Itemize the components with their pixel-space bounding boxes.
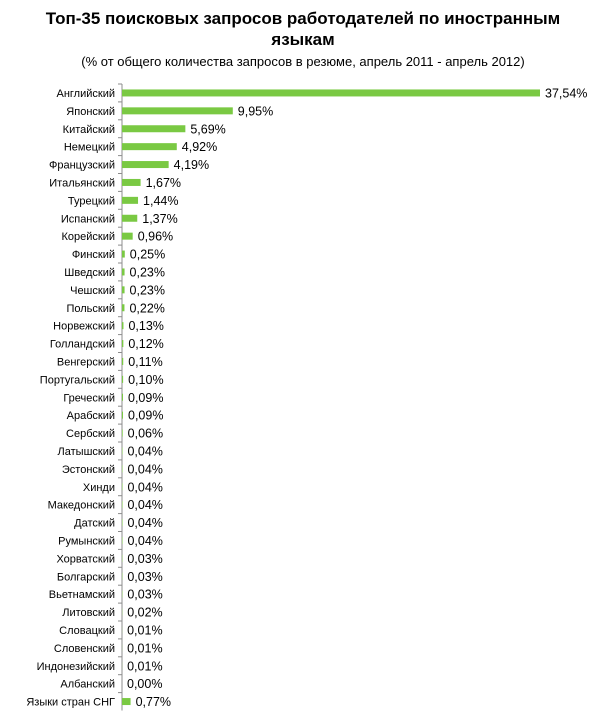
category-label: Хорватский <box>56 553 115 566</box>
category-label: Голландский <box>49 338 115 351</box>
value-label: 0,77% <box>135 695 172 710</box>
category-label: Английский <box>56 87 115 100</box>
bar <box>122 412 123 419</box>
value-label: 0,01% <box>127 623 163 638</box>
bar <box>122 376 123 383</box>
bar <box>122 215 137 222</box>
bar <box>122 89 540 96</box>
category-label: Шведский <box>64 266 115 279</box>
category-label: Индонезийский <box>36 660 115 673</box>
category-label: Хинди <box>82 481 115 494</box>
value-label: 0,02% <box>127 605 163 620</box>
value-label: 0,04% <box>127 516 163 531</box>
category-label: Греческий <box>63 392 115 405</box>
category-label: Финский <box>71 249 115 262</box>
category-label: Польский <box>66 302 115 315</box>
category-label: Датский <box>74 517 115 530</box>
bar <box>122 698 131 705</box>
value-label: 0,09% <box>128 390 164 405</box>
value-label: 4,92% <box>181 140 218 155</box>
value-label: 9,95% <box>237 104 274 119</box>
value-label: 0,01% <box>127 641 163 656</box>
bar <box>122 358 123 365</box>
bar <box>122 340 123 347</box>
category-label: Вьетнамский <box>48 589 115 602</box>
bar <box>122 107 233 114</box>
category-label: Литовский <box>62 607 115 620</box>
category-label: Чешский <box>70 284 115 297</box>
category-label: Французский <box>49 159 115 172</box>
category-label: Латышский <box>57 445 115 458</box>
bar <box>122 322 123 329</box>
bar <box>122 286 125 293</box>
value-label: 0,06% <box>127 426 164 441</box>
category-label: Арабский <box>66 410 115 423</box>
value-label: 0,04% <box>127 533 163 548</box>
chart-title-line2: языкам <box>271 30 335 49</box>
chart-subtitle: (% от общего количества запросов в резюме, апрель 2011 - апрель 2012) <box>81 54 525 69</box>
bar <box>122 179 141 186</box>
category-label: Македонский <box>47 499 115 512</box>
value-label: 0,03% <box>127 551 163 566</box>
category-label: Испанский <box>60 213 115 226</box>
value-label: 0,00% <box>127 677 163 692</box>
category-label: Языки стран СНГ <box>26 696 115 709</box>
category-label: Албанский <box>60 678 115 691</box>
value-label: 0,11% <box>128 354 163 369</box>
value-label: 0,25% <box>129 247 166 262</box>
chart-title-line1: Топ-35 поисковых запросов работодателей по иностранным <box>45 9 561 28</box>
value-label: 0,96% <box>137 229 174 244</box>
value-label: 0,23% <box>129 265 166 280</box>
bar <box>122 125 185 132</box>
category-label: Словацкий <box>59 624 115 637</box>
category-label: Сербский <box>66 428 115 441</box>
value-label: 37,54% <box>545 86 588 101</box>
value-label: 0,13% <box>128 319 164 334</box>
bar <box>122 394 123 401</box>
value-label: 5,69% <box>190 122 226 137</box>
value-label: 0,22% <box>129 301 165 316</box>
category-label: Венгерский <box>56 356 115 369</box>
category-label: Болгарский <box>56 571 115 584</box>
category-label: Турецкий <box>67 195 115 208</box>
value-label: 0,23% <box>129 283 166 298</box>
category-label: Итальянский <box>49 177 115 190</box>
category-label: Словенский <box>53 642 115 655</box>
value-label: 0,12% <box>128 337 164 352</box>
bar <box>122 143 177 150</box>
value-label: 1,44% <box>143 193 179 208</box>
value-label: 0,04% <box>127 462 163 477</box>
category-label: Норвежский <box>53 320 115 333</box>
value-label: 0,01% <box>127 659 163 674</box>
category-label: Японский <box>66 105 115 118</box>
category-label: Китайский <box>62 123 115 136</box>
category-label: Эстонский <box>61 463 115 476</box>
bar <box>122 304 124 311</box>
category-label: Немецкий <box>63 141 115 154</box>
bar <box>122 233 133 240</box>
value-label: 0,04% <box>127 480 163 495</box>
bar <box>122 251 125 258</box>
value-label: 0,03% <box>127 569 163 584</box>
value-label: 1,37% <box>142 211 178 226</box>
bar <box>122 197 138 204</box>
bar <box>122 268 125 275</box>
value-label: 0,09% <box>128 408 164 423</box>
value-label: 0,04% <box>127 444 163 459</box>
value-label: 1,67% <box>145 175 182 190</box>
bar <box>122 161 169 168</box>
value-label: 4,19% <box>173 158 210 173</box>
category-label: Румынский <box>58 535 115 548</box>
value-label: 0,04% <box>127 498 163 513</box>
value-label: 0,10% <box>128 372 164 387</box>
category-label: Корейский <box>61 231 115 244</box>
bar <box>122 430 123 437</box>
value-label: 0,03% <box>127 587 163 602</box>
category-label: Португальский <box>39 374 115 387</box>
